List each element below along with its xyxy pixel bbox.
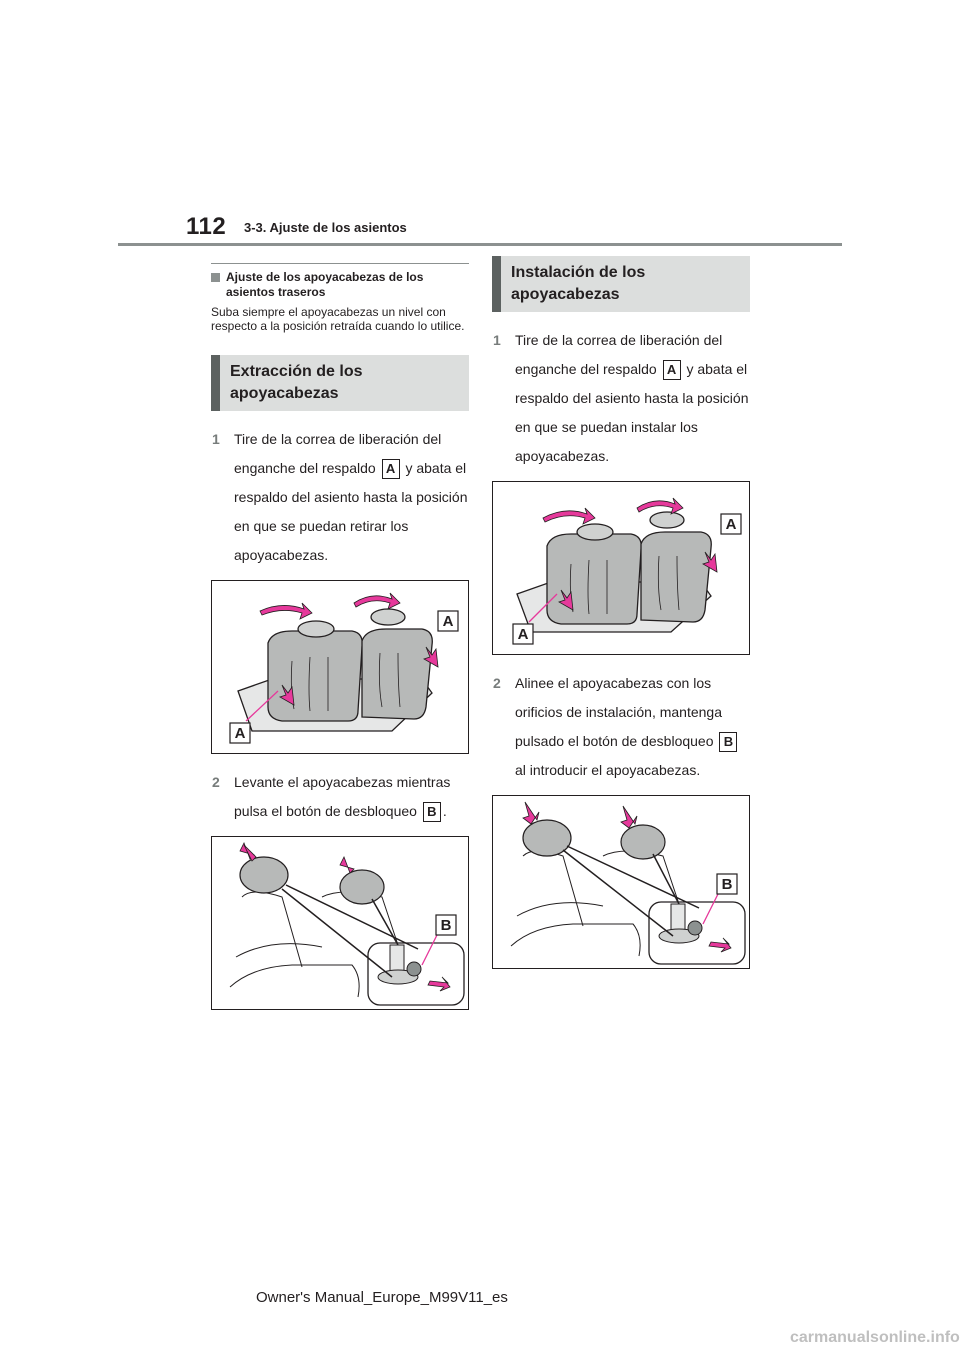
step-text-pre: Levante el apoyacabezas mientras pulsa el botón de desbloqueo [234, 774, 451, 819]
step-number: 2 [493, 675, 501, 691]
installation-heading: Instalación de los apoyacabezas [492, 256, 750, 312]
sub-heading-text: Ajuste de los apoyacabezas de los asientos traseros [226, 270, 424, 299]
lift-headrest-illustration [212, 837, 468, 1009]
figure-insert-headrest [492, 795, 750, 969]
watermark: carmanualsonline.info [790, 1329, 960, 1346]
figure-label: A [234, 725, 246, 742]
figure-label: A [517, 626, 529, 643]
right-column [492, 256, 750, 969]
label-badge: A [663, 360, 681, 380]
label-badge: B [423, 802, 441, 822]
step-text [515, 669, 750, 785]
installation-step-1 [492, 326, 750, 471]
step-text-pre: Alinee el apoyacabezas con los orificios de instalación, mantenga pulsado el botón de desbloqueo [515, 675, 723, 749]
insert-headrest-illustration [493, 796, 749, 968]
figure-label: A [725, 516, 737, 533]
step-text-pre: Tire de la correa de liberación del enganche del respaldo [234, 431, 442, 476]
fold-seat-illustration [212, 581, 468, 753]
figure-fold-seat-installation [492, 481, 750, 655]
removal-step-2 [211, 768, 469, 826]
step-text [234, 768, 469, 826]
fold-seat-illustration [493, 482, 749, 654]
step-text-post: y abata el respaldo del asiento hasta la posición en que se puedan retirar los apoyacabezas. [234, 460, 468, 563]
header-rule [118, 243, 842, 246]
step-text-post: . [442, 803, 447, 819]
installation-step-2 [492, 669, 750, 785]
label-badge: B [719, 732, 737, 752]
figure-label: B [721, 876, 733, 893]
figure-label: B [440, 917, 452, 934]
step-number: 2 [212, 774, 220, 790]
label-badge: A [382, 459, 400, 479]
step-number: 1 [493, 332, 501, 348]
removal-heading: Extracción de los apoyacabezas [211, 355, 469, 411]
left-column [211, 263, 469, 1010]
step-text-post: al introducir el apoyacabezas. [515, 762, 701, 778]
square-bullet-icon [211, 273, 220, 282]
footer-doc-id: Owner's Manual_Europe_M99V11_es [256, 1289, 508, 1306]
step-text-pre: Tire de la correa de liberación del enganche del respaldo [515, 332, 723, 377]
sub-heading [211, 264, 469, 300]
step-text [515, 326, 750, 471]
page-number: 112 [186, 213, 227, 240]
figure-lift-headrest [211, 836, 469, 1010]
section-title: 3-3. Ajuste de los asientos [244, 220, 407, 235]
step-text [234, 425, 469, 570]
figure-label: A [442, 613, 454, 630]
step-number: 1 [212, 431, 220, 447]
step-text-post: y abata el respaldo del asiento hasta la posición en que se puedan instalar los apoyacabezas. [515, 361, 749, 464]
removal-step-1 [211, 425, 469, 570]
intro-text: Suba siempre el apoyacabezas un nivel con respecto a la posición retraída cuando lo utilice. [211, 305, 465, 333]
figure-fold-seat-removal [211, 580, 469, 754]
